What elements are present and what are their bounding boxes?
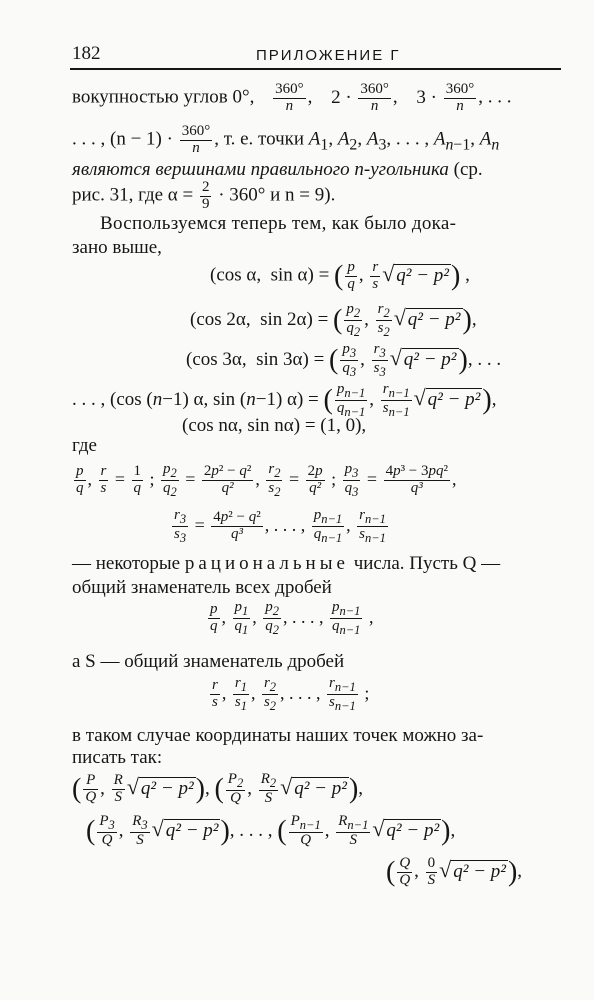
text-line-1: вокупностью углов 0°, $\frac{360^\circ}{n}$ , 2 · $\frac{360^\circ}{n}$ , 3 · $\frac{360^\circ}{n}$ , . . .	[72, 81, 512, 114]
ellipsis: , . . .	[478, 86, 512, 108]
line2-text: , т. е. точки	[214, 128, 305, 150]
frac-360-n-4: $\frac{360^\circ}{n}$	[181, 123, 211, 156]
para2-line-2: зано выше,	[72, 237, 162, 258]
coords-row-1: ( $\frac{P}{Q}$ , $\frac{R}{S}$ √ q² − p²), ( $\frac{P_2}{Q}$ , $\frac{R_2}{S}$ √ q² − p²),	[72, 771, 364, 807]
header-rule	[70, 68, 561, 70]
para2-line-1: Воспользуемся теперь тем, как было дока-	[100, 213, 457, 234]
text-line-4: рис. 31, где α = $\frac{2}{9}$ · 360° и n = 9).	[72, 179, 336, 212]
where-word: где	[72, 435, 97, 456]
line3-tail: (ср.	[453, 159, 483, 180]
frac-360-n: $\frac{360^\circ}{n}$	[275, 81, 304, 114]
coef-2: 2 ·	[331, 86, 352, 108]
section-title: ПРИЛОЖЕНИЕ Г	[256, 47, 401, 64]
equation-4: . . . , (cos (n−1) α, sin (n−1) α) = ( $\frac{p_{n-1}}{q_{n-1}}$ , $\frac{r_{n-1}}{s_{n-1}}$ √ q² − p²),	[72, 381, 497, 420]
text-line-3	[72, 158, 483, 182]
equation-1: (cos α, sin α) = ( $\frac{p}{q}$ , $\frac{r}{s}$ √ q² − p²) ,	[210, 259, 470, 292]
then-line-2: писать так:	[72, 747, 163, 768]
frac-360-n-2: $\frac{360^\circ}{n}$	[360, 81, 389, 114]
ellipsis-lead: . . . , (n − 1) ·	[72, 128, 173, 150]
line4-a: рис. 31, где α =	[72, 184, 194, 206]
fractions-row-2: $\frac{r_3}{s_3}$ = $\frac{\text{4p² − q²}}{\text{q³}}$ , . . . , $\frac{p_{n-1}}{q_{n-1}}$ , $\frac{r_{n-1}}{s_{n-1}}$	[174, 507, 386, 546]
line4-b: · 360° и n = 9).	[218, 184, 336, 206]
fractions-row-1: $\frac{p}{q}$ , $\frac{r}{s}$ = $\frac{1}{q}$ ; $\frac{p_2}{q_2}$ = $\frac{\text{2p² − q²}}{\text{q²}}$ , $\frac{r_2}{s_2}$ = $\frac{2p}{\text{q²}}$ ; $\frac{p_3}{q_3}$ = $\frac{\text{4p³ − 3pq²}}{\text{q³}}$ ,	[76, 461, 457, 500]
frac-360-n-3: $\frac{360^\circ}{n}$	[445, 81, 475, 114]
page-number: 182	[72, 43, 101, 64]
equation-3: (cos 3α, sin 3α) = ( $\frac{p_3}{q_3}$ , $\frac{r_3}{s_3}$ √ q² − p²), . . .	[186, 341, 502, 380]
coords-row-2: ( $\frac{P_3}{Q}$ , $\frac{R_3}{S}$ √ q² − p²), . . . , ( $\frac{P_{n-1}}{Q}$ , $\frac{R_{n-1}}{S}$ √ q² − p²),	[86, 813, 456, 849]
equation-2: (cos 2α, sin 2α) = ( $\frac{p_2}{q_2}$ , $\frac{r_2}{s_2}$ √ q² − p²),	[190, 301, 477, 340]
text-line-2: . . . , (n − 1) · $\frac{360^\circ}{n}$ , т. е. точки $A_1$, $A_2$, $A_3$, . . . , $A_{n-1}$, $A_n$	[72, 123, 500, 156]
common-denominator-line: общий знаменатель всех дробей	[72, 577, 332, 598]
coords-row-3: ( $\frac{Q}{Q}$ , $\frac{0}{S}$ √ q² − p²),	[386, 855, 523, 888]
line1-text: вокупностью углов 0°,	[72, 86, 255, 108]
italic-statement: являются вершинами правильного n-угольника	[72, 159, 449, 180]
fractions-list-p: $\frac{p}{q}$ , $\frac{p_1}{q_1}$ , $\frac{p_2}{q_2}$ , . . . , $\frac{p_{n-1}}{q_{n-1}}$ ,	[210, 599, 374, 638]
coef-3: 3 ·	[416, 86, 437, 108]
fractions-list-r: $\frac{r}{s}$ , $\frac{r_1}{s_1}$ , $\frac{r_2}{s_2}$ , . . . , $\frac{r_{n-1}}{s_{n-1}}$ ;	[212, 675, 370, 714]
rational-line: — некоторые рациональные числа. Пусть Q —	[72, 553, 501, 574]
and-s-line: а S — общий знаменатель дробей	[72, 651, 345, 672]
then-line-1: в таком случае координаты наших точек можно за-	[72, 725, 484, 746]
equation-5: (cos nα, sin nα) = (1, 0),	[182, 415, 367, 436]
